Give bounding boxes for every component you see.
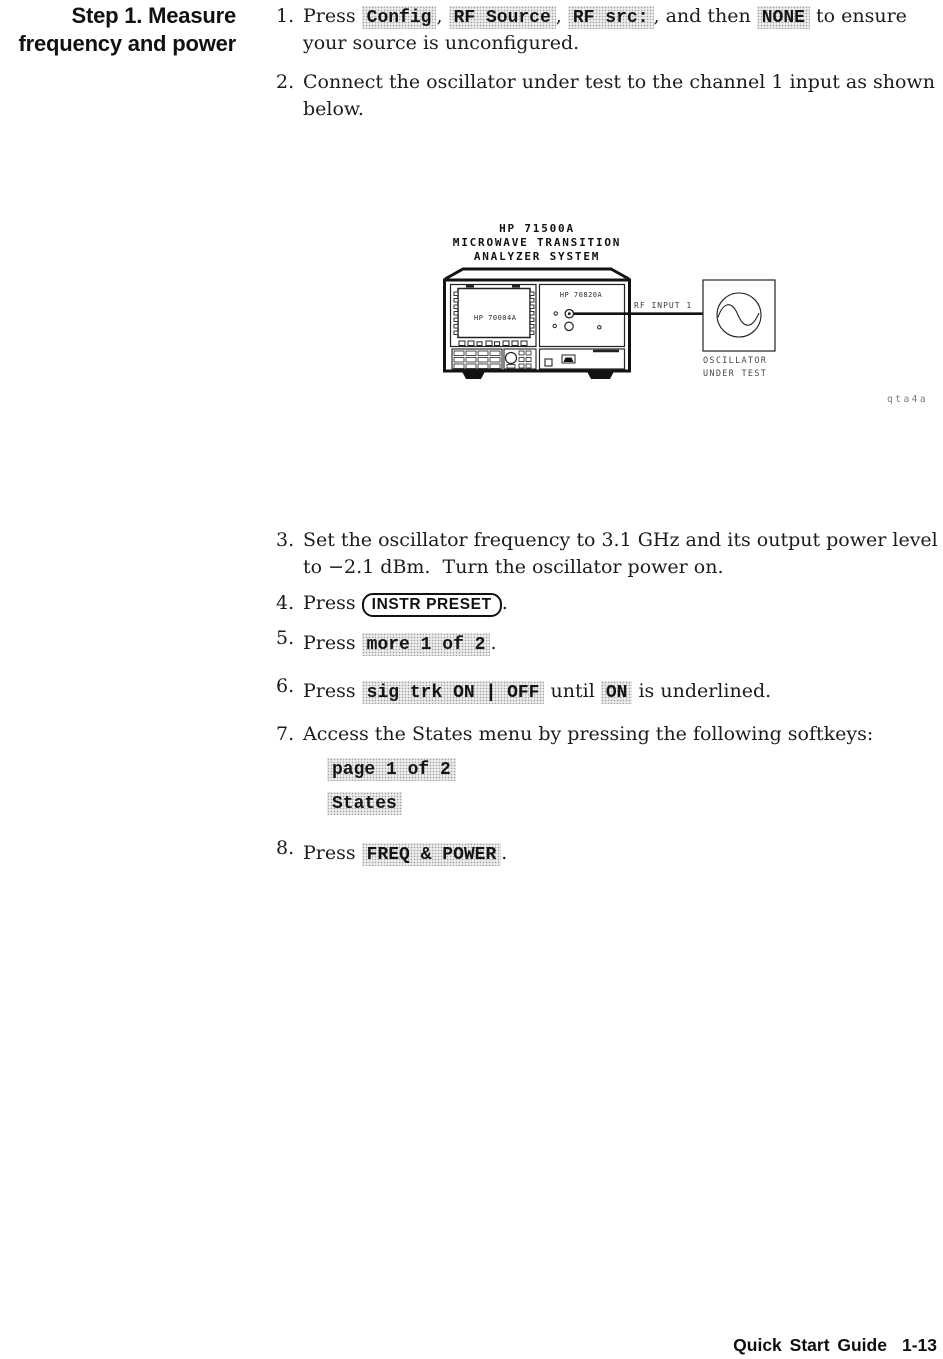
- step-number: 2.: [276, 71, 295, 93]
- rf-input-label: RF INPUT 1: [634, 301, 693, 310]
- step-4-line-1: 4. Press INSTR PRESET .: [276, 590, 940, 618]
- footer-page-number: 1-13: [901, 1335, 937, 1355]
- step-number: 5.: [276, 627, 295, 649]
- step-5-line-1: 5. Press more 1 of 2 .: [276, 627, 497, 655]
- softkey-rf-source: RF Source: [449, 6, 556, 29]
- softkey-states: States: [327, 792, 402, 815]
- if-module-label: HP 70820A: [559, 291, 603, 299]
- step-6-line-1: 6. Press sig trk ON | OFF until ON is underlined.: [276, 675, 772, 703]
- instrument-feet: [462, 372, 614, 380]
- diagram-title-line3: ANALYZER SYSTEM: [473, 250, 601, 263]
- step-number: 8.: [276, 837, 295, 859]
- step-3-line-2: to −2.1 dBm. Turn the oscillator power on.: [303, 556, 724, 578]
- panel-key-instr-preset: INSTR PRESET: [362, 593, 502, 617]
- step-7-line-1: 7. Access the States menu by pressing the following softkeys:: [276, 721, 940, 748]
- display-module-label: HP 70004A: [474, 314, 517, 322]
- rf-input-connector-pin: [568, 312, 571, 315]
- footer-guide-title: Quick Start Guide: [733, 1335, 887, 1355]
- oscillator-box: [703, 280, 775, 351]
- section-heading-line2: frequency and power: [18, 31, 236, 56]
- mainframe-top-bevel: [445, 269, 629, 279]
- softkey-sig-trk-on-off: sig trk ON | OFF: [362, 681, 545, 704]
- step-item-1: [276, 3, 940, 57]
- dut-label-line2: UNDER TEST: [703, 369, 768, 379]
- softkey-rf-src: RF src:: [568, 6, 654, 29]
- step-2-line-2: below.: [303, 98, 364, 120]
- dut-label-line1: OSCILLATOR: [703, 356, 768, 366]
- step-3-line-1: 3. Set the oscillator frequency to 3.1 GHz and its output power level: [276, 527, 940, 554]
- section-heading: [0, 2, 236, 58]
- softkey-page-1-of-2: page 1 of 2: [327, 758, 456, 781]
- step-number: 7.: [276, 723, 295, 745]
- step-1-line-1: 1. Press Config , RF Source , RF src: , and then NONE to ensure: [276, 5, 907, 28]
- step-item-7: [276, 721, 940, 748]
- step-1-line-2: your source is unconfigured.: [303, 32, 580, 54]
- step-item-2: [276, 69, 940, 123]
- diagram-title-line1: HP 71500A: [499, 222, 575, 235]
- step-8-line-1: 8. Press FREQ & POWER .: [276, 837, 508, 865]
- page-footer: [733, 1335, 937, 1356]
- connection-diagram: [430, 215, 780, 410]
- oscillator-under-test: [703, 280, 775, 379]
- step-item-5: [276, 627, 940, 657]
- step-item-6: [276, 675, 940, 705]
- figure-id: qta4a: [887, 394, 929, 405]
- step-2-line-1: 2. Connect the oscillator under test to the channel 1 input as shown: [276, 69, 940, 96]
- step-number: 4.: [276, 592, 295, 614]
- softkey-config: Config: [362, 6, 437, 29]
- step-item-8: [276, 837, 940, 867]
- softkey-none: NONE: [757, 6, 810, 29]
- section-heading-line1: Step 1. Measure: [71, 3, 236, 28]
- softkey-freq-power: FREQ & POWER: [362, 843, 502, 866]
- softkey-more-1-of-2: more 1 of 2: [362, 633, 491, 656]
- softkey-on: ON: [601, 681, 633, 704]
- step-item-4: [276, 590, 940, 618]
- step-number: 3.: [276, 529, 295, 551]
- step-item-3: [276, 527, 940, 581]
- step-number: 1.: [276, 5, 295, 27]
- diagram-title-line2: MICROWAVE TRANSITION: [452, 236, 622, 249]
- step-7-softkey-row-2: [327, 793, 402, 814]
- step-7-softkey-row-1: [327, 759, 456, 780]
- step-number: 6.: [276, 675, 295, 697]
